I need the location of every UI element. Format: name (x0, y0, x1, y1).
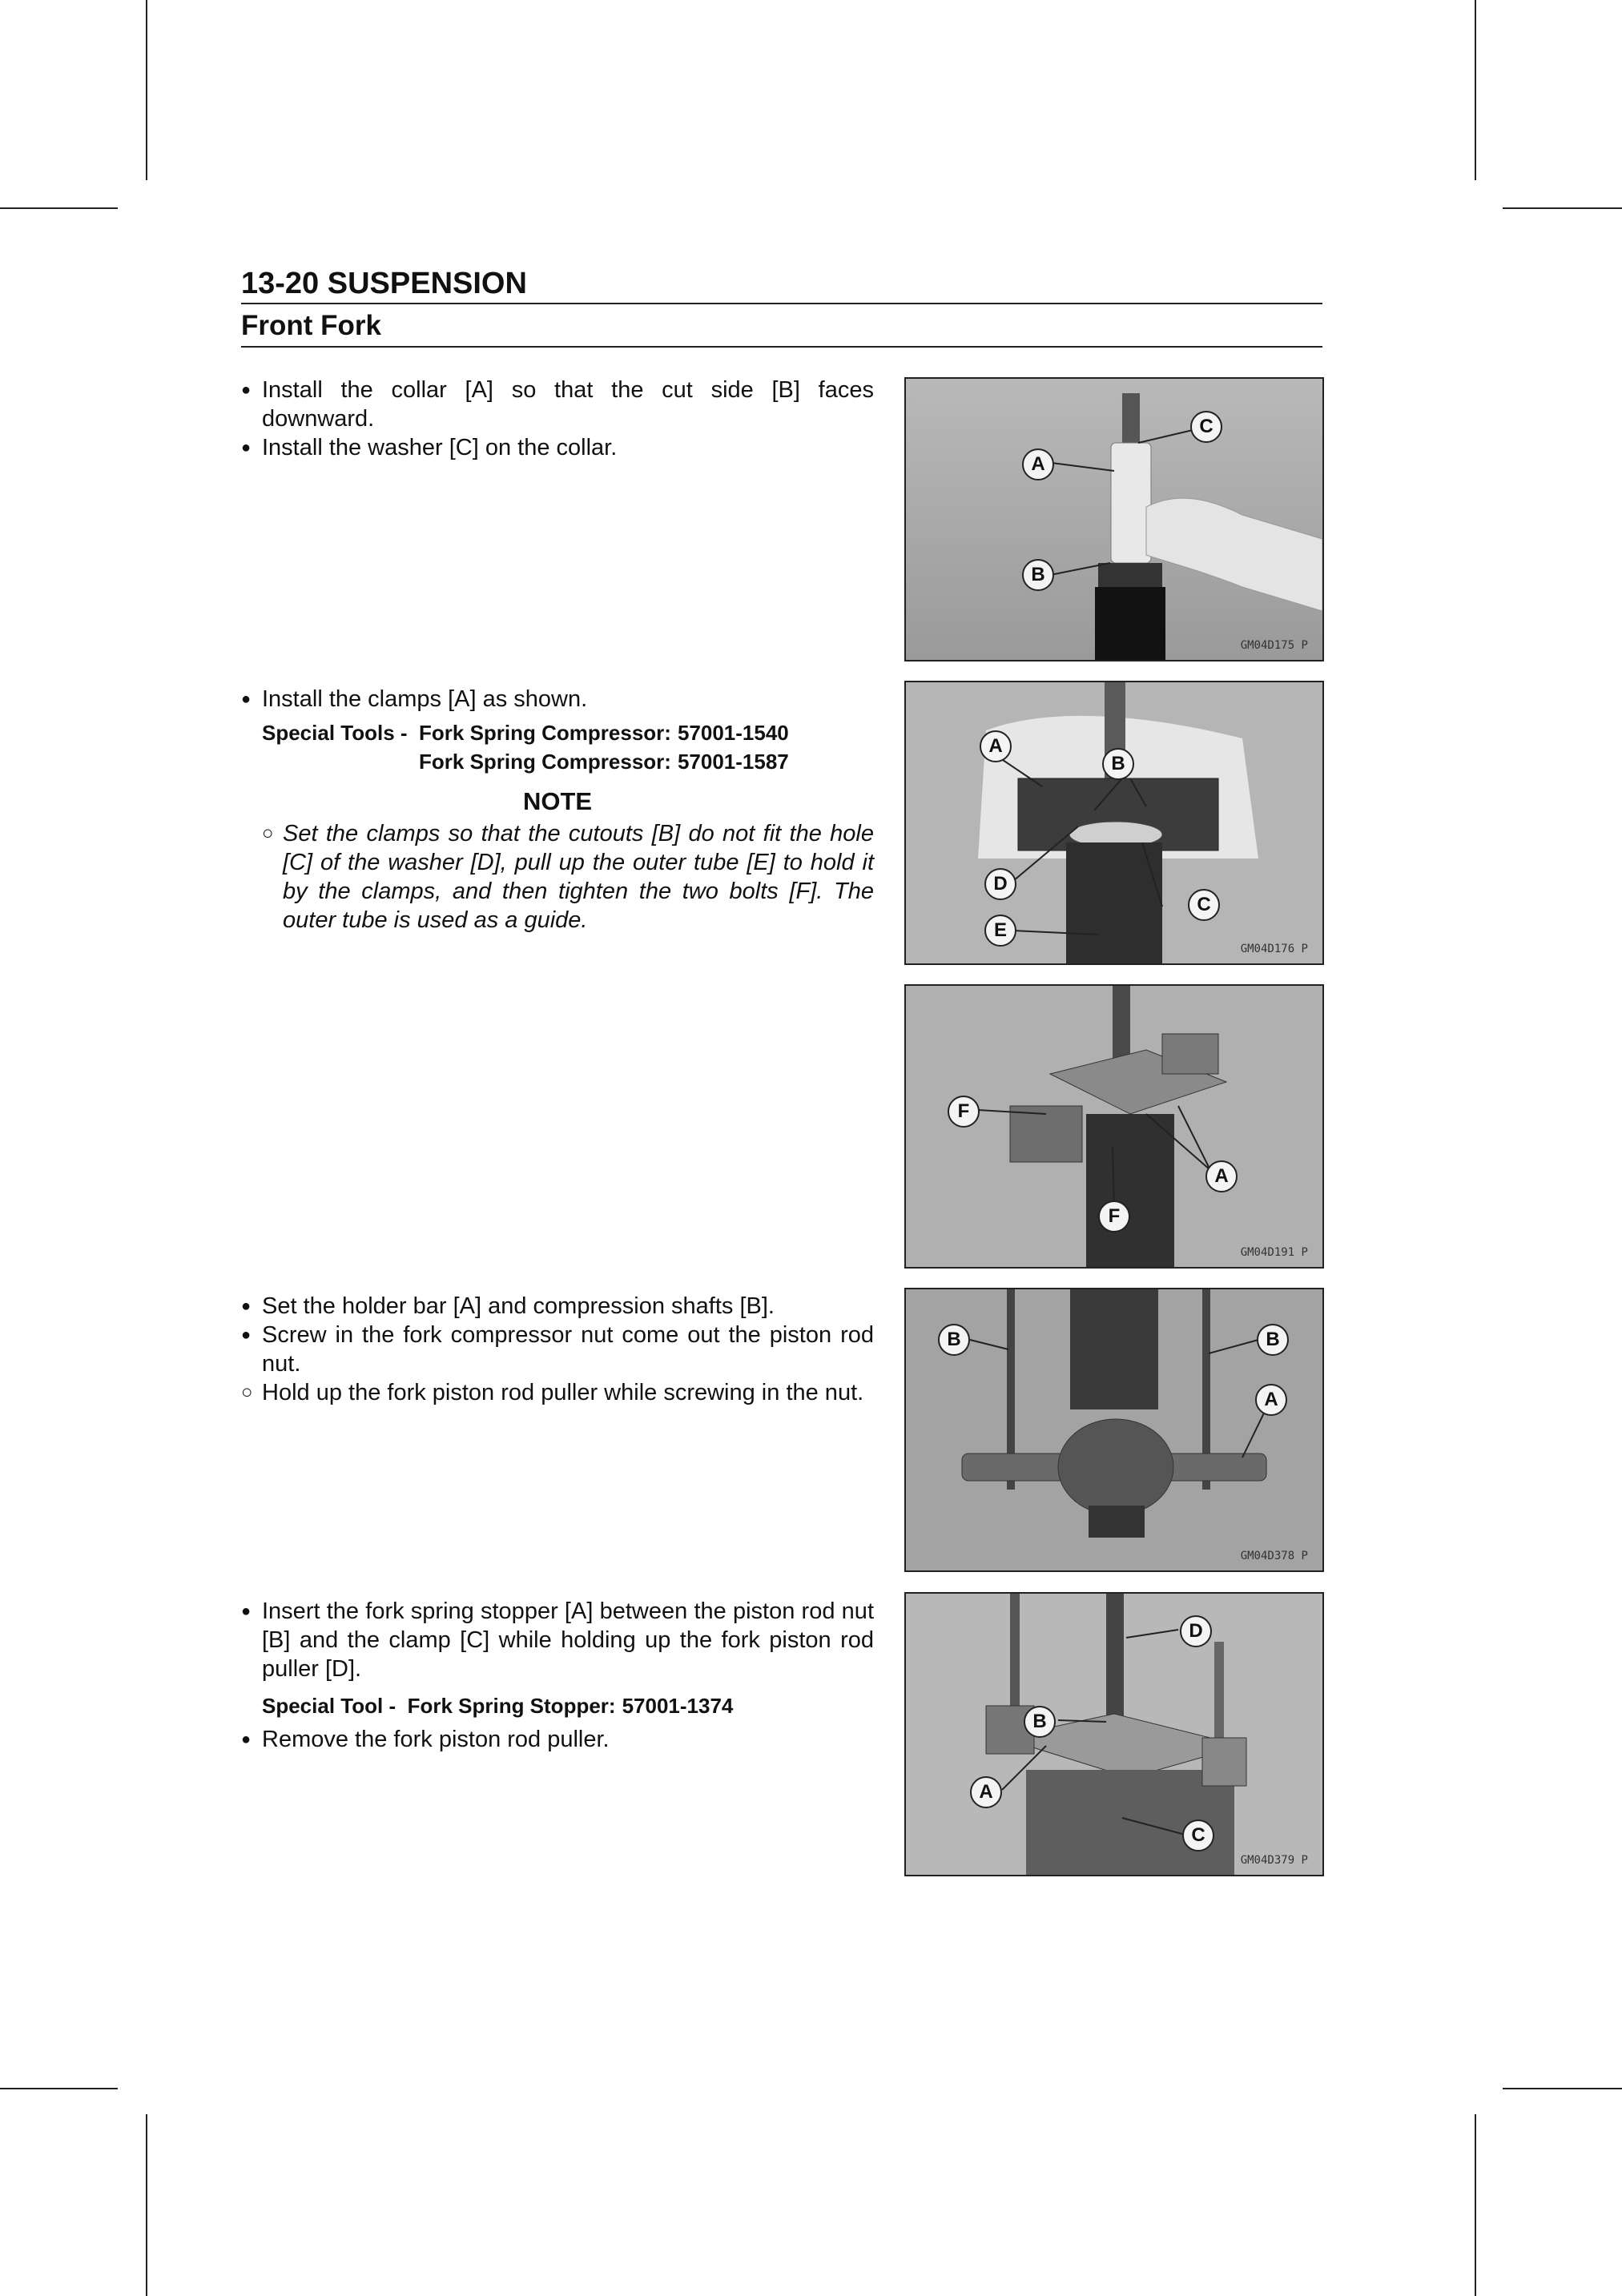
header-rule (241, 303, 1322, 304)
sub-step-text: ○ Hold up the fork piston rod puller while screwing in the nut. (241, 1378, 874, 1407)
step-block-4 (241, 1597, 874, 1754)
step-text: ● Install the collar [A] so that the cut side [B] faces downward. (241, 376, 874, 433)
callout-label: A (1205, 1160, 1238, 1192)
subsection-rule (241, 346, 1322, 348)
callout-label: A (980, 730, 1012, 762)
callout-label: F (1098, 1200, 1130, 1232)
callout-label: D (1180, 1615, 1212, 1647)
tool-name: Fork Spring Compressor: (419, 721, 671, 745)
callout-label: B (1024, 1706, 1056, 1738)
special-tool-line (241, 718, 874, 747)
crop-mark (1475, 0, 1476, 180)
crop-mark (1503, 207, 1622, 209)
callout-label: A (1255, 1384, 1287, 1416)
crop-mark (146, 0, 147, 180)
section-title: 13-20 SUSPENSION (241, 267, 527, 300)
photo-holder-bar (904, 1288, 1324, 1572)
callout-label: C (1188, 889, 1220, 921)
crop-mark (1475, 2114, 1476, 2296)
photo-code: GM04D379 P (1240, 1854, 1308, 1867)
callout-label: B (1257, 1324, 1289, 1356)
note-text: ○ Set the clamps so that the cutouts [B] do not fit the hole [C] of the washer [D], pull up the outer tube [E] to hold it by the clamps, and then tighten the two bolts [F]. The outer tube is used as a guide. (241, 819, 874, 935)
step-block-2 (241, 685, 874, 935)
callout-label: E (984, 915, 1016, 947)
page-header (241, 264, 1322, 348)
photo-code: GM04D191 P (1240, 1246, 1308, 1259)
step-text: ● Install the clamps [A] as shown. (241, 685, 874, 714)
callout-label: A (1022, 448, 1054, 481)
subsection-title: Front Fork (241, 310, 381, 341)
photo-collar-install (904, 377, 1324, 661)
note-heading: NOTE (522, 787, 593, 815)
photo-spring-stopper (904, 1592, 1324, 1876)
step-text: ● Remove the fork piston rod puller. (241, 1725, 874, 1754)
tool-number: 57001-1540 (677, 721, 789, 745)
tool-name: Fork Spring Stopper: (407, 1694, 616, 1718)
special-tool-line (241, 1691, 874, 1720)
tool-prefix: Special Tools - (262, 721, 408, 745)
crop-mark (0, 207, 118, 209)
step-text: ● Install the washer [C] on the collar. (241, 433, 874, 462)
callout-label: B (1102, 748, 1134, 780)
special-tool-line (241, 747, 874, 776)
photo-code: GM04D378 P (1240, 1550, 1308, 1562)
crop-mark (1503, 2088, 1622, 2089)
photo-clamp-bolts (904, 984, 1324, 1269)
tool-prefix: Special Tool - (262, 1694, 396, 1718)
step-text: ● Set the holder bar [A] and compression shafts [B]. (241, 1292, 874, 1321)
callout-label: D (984, 868, 1016, 900)
callout-label: B (938, 1324, 970, 1356)
tool-number: 57001-1374 (622, 1694, 734, 1718)
photo-code: GM04D176 P (1240, 943, 1308, 955)
step-block-1 (241, 376, 874, 462)
tool-number: 57001-1587 (677, 750, 789, 774)
crop-mark (0, 2088, 118, 2089)
callout-label: B (1022, 559, 1054, 591)
tool-name: Fork Spring Compressor: (419, 750, 671, 774)
crop-mark (146, 2114, 147, 2296)
callout-label: C (1190, 411, 1222, 443)
step-text: ● Insert the fork spring stopper [A] between the piston rod nut [B] and the clamp [C] while holding up the fork piston rod puller [D]. (241, 1597, 874, 1683)
step-block-3 (241, 1292, 874, 1407)
callout-label: A (970, 1776, 1002, 1808)
photo-clamps-install (904, 681, 1324, 965)
photo-code: GM04D175 P (1240, 639, 1308, 652)
callout-label: C (1182, 1820, 1214, 1852)
step-text: ● Screw in the fork compressor nut come out the piston rod nut. (241, 1321, 874, 1378)
callout-label: F (948, 1096, 980, 1128)
